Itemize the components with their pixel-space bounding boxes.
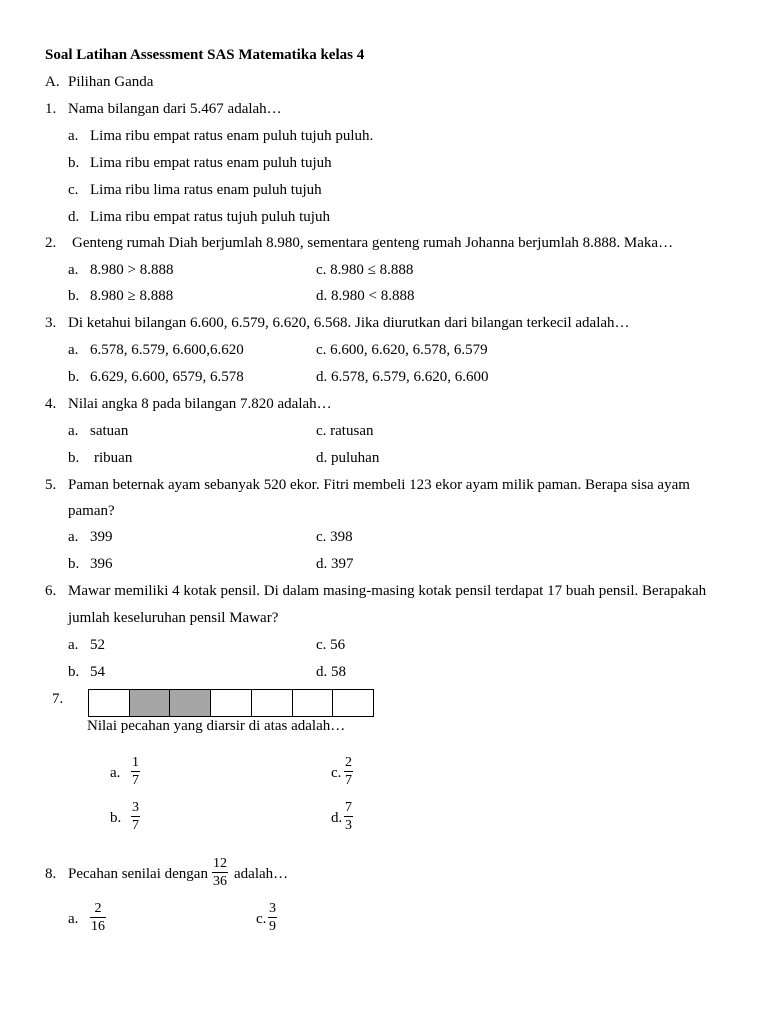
question-text-continued: paman? bbox=[68, 503, 115, 519]
option-letter: a. bbox=[68, 342, 79, 358]
question-text: Paman beternak ayam sebanyak 520 ekor. Fitri membeli 123 ekor ayam milik paman. Berapa sisa ayam bbox=[68, 477, 690, 493]
question-text: Pecahan senilai dengan bbox=[68, 866, 208, 882]
fraction-denominator: 3 bbox=[345, 818, 352, 833]
option-letter: a. bbox=[68, 911, 79, 927]
question-text-suffix: adalah… bbox=[234, 866, 289, 882]
fraction-denominator: 7 bbox=[132, 818, 139, 833]
question-text: Mawar memiliki 4 kotak pensil. Di dalam masing-masing kotak pensil terdapat 17 buah pensil. Berapakah bbox=[68, 583, 707, 599]
blank-cell bbox=[211, 690, 252, 716]
fraction-denominator: 36 bbox=[213, 874, 227, 889]
fraction-denominator: 7 bbox=[345, 773, 352, 788]
option-text: 399 bbox=[90, 529, 113, 545]
question-number: 3. bbox=[45, 315, 57, 331]
shaded-cell bbox=[130, 690, 171, 716]
blank-cell bbox=[89, 690, 130, 716]
shaded-cell bbox=[170, 690, 211, 716]
option-text: d. 397 bbox=[316, 556, 354, 572]
question-text: Genteng rumah Diah berjumlah 8.980, sementara genteng rumah Johanna berjumlah 8.888. Maka… bbox=[72, 235, 674, 251]
fraction-denominator: 16 bbox=[91, 919, 105, 934]
fraction-question bbox=[212, 856, 228, 889]
option-text: 54 bbox=[90, 664, 105, 680]
option-letter: b. bbox=[110, 810, 122, 826]
question-number: 6. bbox=[45, 583, 57, 599]
option-text: c. ratusan bbox=[316, 423, 374, 439]
fraction-bar bbox=[131, 816, 140, 817]
option-letter: c. bbox=[256, 911, 267, 927]
option-letter: a. bbox=[68, 423, 79, 439]
option-text: c. 56 bbox=[316, 637, 346, 653]
option-letter: b. bbox=[68, 155, 80, 171]
option-text: Lima ribu empat ratus tujuh puluh tujuh bbox=[90, 209, 330, 225]
option-letter: d. bbox=[331, 810, 343, 826]
section-label: Pilihan Ganda bbox=[68, 74, 154, 90]
option-letter: a. bbox=[110, 765, 121, 781]
fraction-bar bbox=[90, 917, 106, 918]
fraction-numerator: 7 bbox=[345, 800, 352, 815]
option-letter: a. bbox=[68, 128, 79, 144]
option-letter: a. bbox=[68, 262, 79, 278]
option-letter: c. bbox=[68, 182, 79, 198]
option-text: d. 58 bbox=[316, 664, 346, 680]
option-text: c. 8.980 ≤ 8.888 bbox=[316, 262, 414, 278]
fraction-option-a bbox=[131, 755, 140, 788]
blank-cell bbox=[252, 690, 293, 716]
fraction-bar bbox=[212, 872, 228, 873]
blank-cell bbox=[293, 690, 334, 716]
question-number: 7. bbox=[52, 691, 64, 707]
option-text: 8.980 ≥ 8.888 bbox=[90, 288, 174, 304]
question-text: Nilai angka 8 pada bilangan 7.820 adalah… bbox=[68, 396, 332, 412]
fraction-numerator: 12 bbox=[213, 856, 227, 871]
fraction-denominator: 9 bbox=[269, 919, 276, 934]
fraction-bar bbox=[344, 771, 353, 772]
option-letter: c. bbox=[331, 765, 342, 781]
fraction-bar bbox=[131, 771, 140, 772]
blank-cell bbox=[333, 690, 373, 716]
option-letter: b. bbox=[68, 369, 80, 385]
question-number: 1. bbox=[45, 101, 57, 117]
fraction-numerator: 3 bbox=[132, 800, 139, 815]
option-letter: d. bbox=[68, 209, 80, 225]
option-text: 6.578, 6.579, 6.600,6.620 bbox=[90, 342, 244, 358]
option-letter: b. bbox=[68, 664, 80, 680]
question-number: 2. bbox=[45, 235, 57, 251]
option-text: Lima ribu empat ratus enam puluh tujuh puluh. bbox=[90, 128, 374, 144]
option-text: 52 bbox=[90, 637, 105, 653]
option-text: d. 8.980 < 8.888 bbox=[316, 288, 415, 304]
fraction-numerator: 2 bbox=[345, 755, 352, 770]
option-letter: b. bbox=[68, 288, 80, 304]
option-text: satuan bbox=[90, 423, 129, 439]
fraction-bar bbox=[268, 917, 277, 918]
fraction-option-c bbox=[268, 901, 277, 934]
option-text: c. 398 bbox=[316, 529, 353, 545]
question-text: Nama bilangan dari 5.467 adalah… bbox=[68, 101, 282, 117]
fraction-numerator: 2 bbox=[94, 901, 102, 916]
option-text: d. puluhan bbox=[316, 450, 380, 466]
question-number: 4. bbox=[45, 396, 57, 412]
fraction-numerator: 3 bbox=[269, 901, 276, 916]
option-letter: a. bbox=[68, 637, 79, 653]
option-letter: b. bbox=[68, 556, 80, 572]
option-text: 8.980 > 8.888 bbox=[90, 262, 174, 278]
fraction-option-d bbox=[344, 800, 353, 833]
option-text: 6.629, 6.600, 6579, 6.578 bbox=[90, 369, 244, 385]
section-letter: A. bbox=[45, 74, 60, 90]
question-text-continued: jumlah keseluruhan pensil Mawar? bbox=[68, 610, 279, 626]
fraction-numerator: 1 bbox=[132, 755, 139, 770]
fraction-bar bbox=[344, 816, 353, 817]
option-text: Lima ribu lima ratus enam puluh tujuh bbox=[90, 182, 322, 198]
fraction-strip bbox=[88, 689, 374, 717]
question-number: 8. bbox=[45, 866, 57, 882]
question-number: 5. bbox=[45, 477, 57, 493]
option-text: Lima ribu empat ratus enam puluh tujuh bbox=[90, 155, 332, 171]
option-letter: b. bbox=[68, 450, 80, 466]
question-text: Di ketahui bilangan 6.600, 6.579, 6.620, 6.568. Jika diurutkan dari bilangan terkecil adalah… bbox=[68, 315, 630, 331]
option-text: ribuan bbox=[94, 450, 133, 466]
option-letter: a. bbox=[68, 529, 79, 545]
fraction-option-a bbox=[90, 901, 106, 934]
option-text: 396 bbox=[90, 556, 113, 572]
page-title: Soal Latihan Assessment SAS Matematika kelas 4 bbox=[45, 47, 365, 63]
fraction-option-b bbox=[131, 800, 140, 833]
question-text: Nilai pecahan yang diarsir di atas adalah… bbox=[87, 718, 346, 734]
option-text: c. 6.600, 6.620, 6.578, 6.579 bbox=[316, 342, 488, 358]
fraction-option-c bbox=[344, 755, 353, 788]
fraction-denominator: 7 bbox=[132, 773, 139, 788]
option-text: d. 6.578, 6.579, 6.620, 6.600 bbox=[316, 369, 489, 385]
